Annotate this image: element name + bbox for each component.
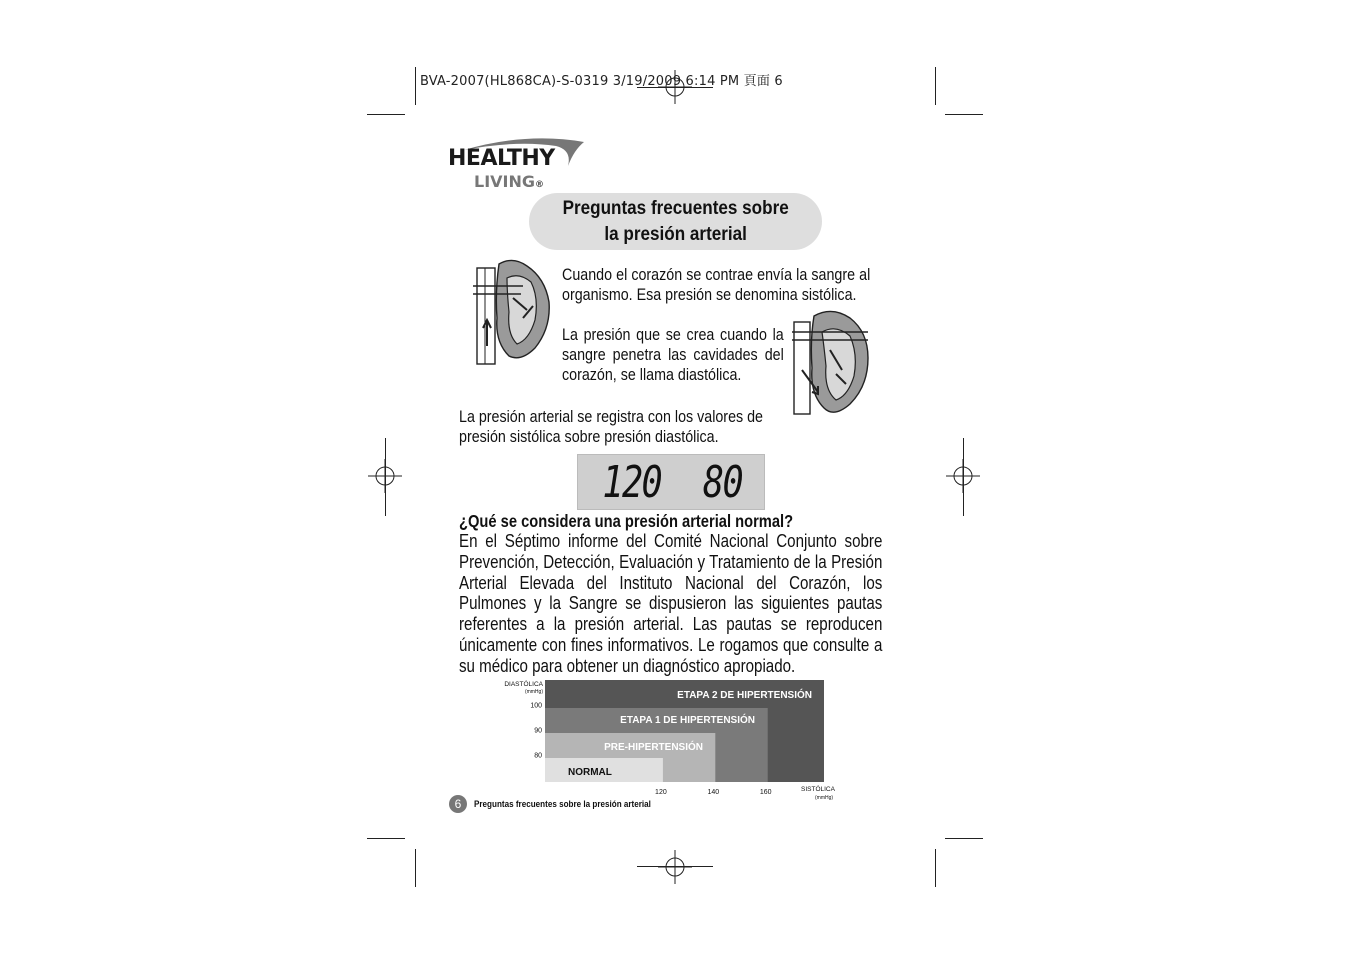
crop-mark xyxy=(945,114,983,115)
brand-logo xyxy=(446,136,596,196)
print-slug: BVA-2007(HL868CA)-S-0319 3/19/2009 6:14 PM 頁面 6 xyxy=(420,74,783,89)
record-paragraph: La presión arterial se registra con los valores de presión sistólica sobre presión diastólica. xyxy=(459,407,764,446)
zone-label-stage2: ETAPA 2 DE HIPERTENSIÓN xyxy=(677,690,812,701)
x-axis-label: SISTÓLICA xyxy=(801,786,835,793)
heart-systole-illustration-icon xyxy=(473,258,551,366)
systolic-paragraph-text: Cuando el corazón se contrae envía la sangre al organismo. Esa presión se denomina xyxy=(562,265,871,304)
crop-mark xyxy=(367,838,405,839)
x-tick-label: 120 xyxy=(655,789,667,796)
question-heading: ¿Qué se considera una presión arterial normal? xyxy=(459,511,794,531)
y-tick-label: 80 xyxy=(534,752,542,760)
bp-category-chart-svg xyxy=(500,678,845,803)
diastolic-paragraph-text: La presión que se crea cuando la sangre penetra las cavidades del corazón, se llama xyxy=(562,325,784,384)
zone-label-stage1: ETAPA 1 DE HIPERTENSIÓN xyxy=(620,715,755,726)
y-axis-unit: (mmHg) xyxy=(524,689,543,695)
bp-display-example xyxy=(577,454,765,510)
crop-mark xyxy=(935,67,936,105)
bp-category-chart xyxy=(500,678,845,803)
diastolic-term: diastólica xyxy=(677,365,738,384)
display-systolic: 120 xyxy=(602,456,661,508)
logo-healthy: HEALTHY xyxy=(448,146,555,171)
registration-mark-icon xyxy=(658,850,692,884)
page-title: Preguntas frecuentes sobre la presión arterial xyxy=(562,197,789,245)
heart-diastole-illustration-icon xyxy=(792,308,870,420)
systolic-term: sistólica xyxy=(801,285,853,304)
y-axis-label: DIASTÓLICA xyxy=(504,681,543,688)
footer-text: Preguntas frecuentes sobre la presión arterial xyxy=(474,799,651,809)
page-title-banner xyxy=(529,193,822,250)
crop-mark xyxy=(935,849,936,887)
crop-mark xyxy=(415,849,416,887)
diastolic-paragraph xyxy=(562,325,784,385)
diastolic-paragraph-end: . xyxy=(737,365,742,384)
y-tick-label: 90 xyxy=(534,727,542,735)
crop-mark xyxy=(637,866,713,867)
zone-label-normal: NORMAL xyxy=(568,767,612,778)
crop-mark xyxy=(385,438,386,516)
crop-mark xyxy=(945,838,983,839)
systolic-paragraph-end: . xyxy=(852,285,857,304)
crop-mark xyxy=(415,67,416,105)
y-tick-label: 100 xyxy=(530,702,542,710)
zone-label-prehypertension: PRE-HIPERTENSIÓN xyxy=(604,742,703,753)
x-axis-unit: (mmHg) xyxy=(815,795,834,801)
systolic-paragraph xyxy=(562,265,870,305)
x-tick-label: 160 xyxy=(759,789,772,796)
answer-paragraph: En el Séptimo informe del Comité Nacional Conjunto sobre Prevención, Detección, Evaluación y Tratamiento de la Presión Arterial Elevada del Instituto Nacional del Corazón, los Pulmones y la Sangre se dispusieron las siguientes pautas referentes a la presión arterial. Las pautas se reproducen únicamente con fines informativos. Le rogamos que consulte a su médico para obtener un diagnóstico apropiado. xyxy=(459,531,883,676)
logo-living: LIVING® xyxy=(474,172,545,191)
crop-mark xyxy=(367,114,405,115)
x-tick-label: 140 xyxy=(707,789,720,796)
page-number-badge: 6 xyxy=(449,795,467,813)
display-diastolic: 80 xyxy=(703,456,743,508)
crop-mark xyxy=(963,438,964,516)
